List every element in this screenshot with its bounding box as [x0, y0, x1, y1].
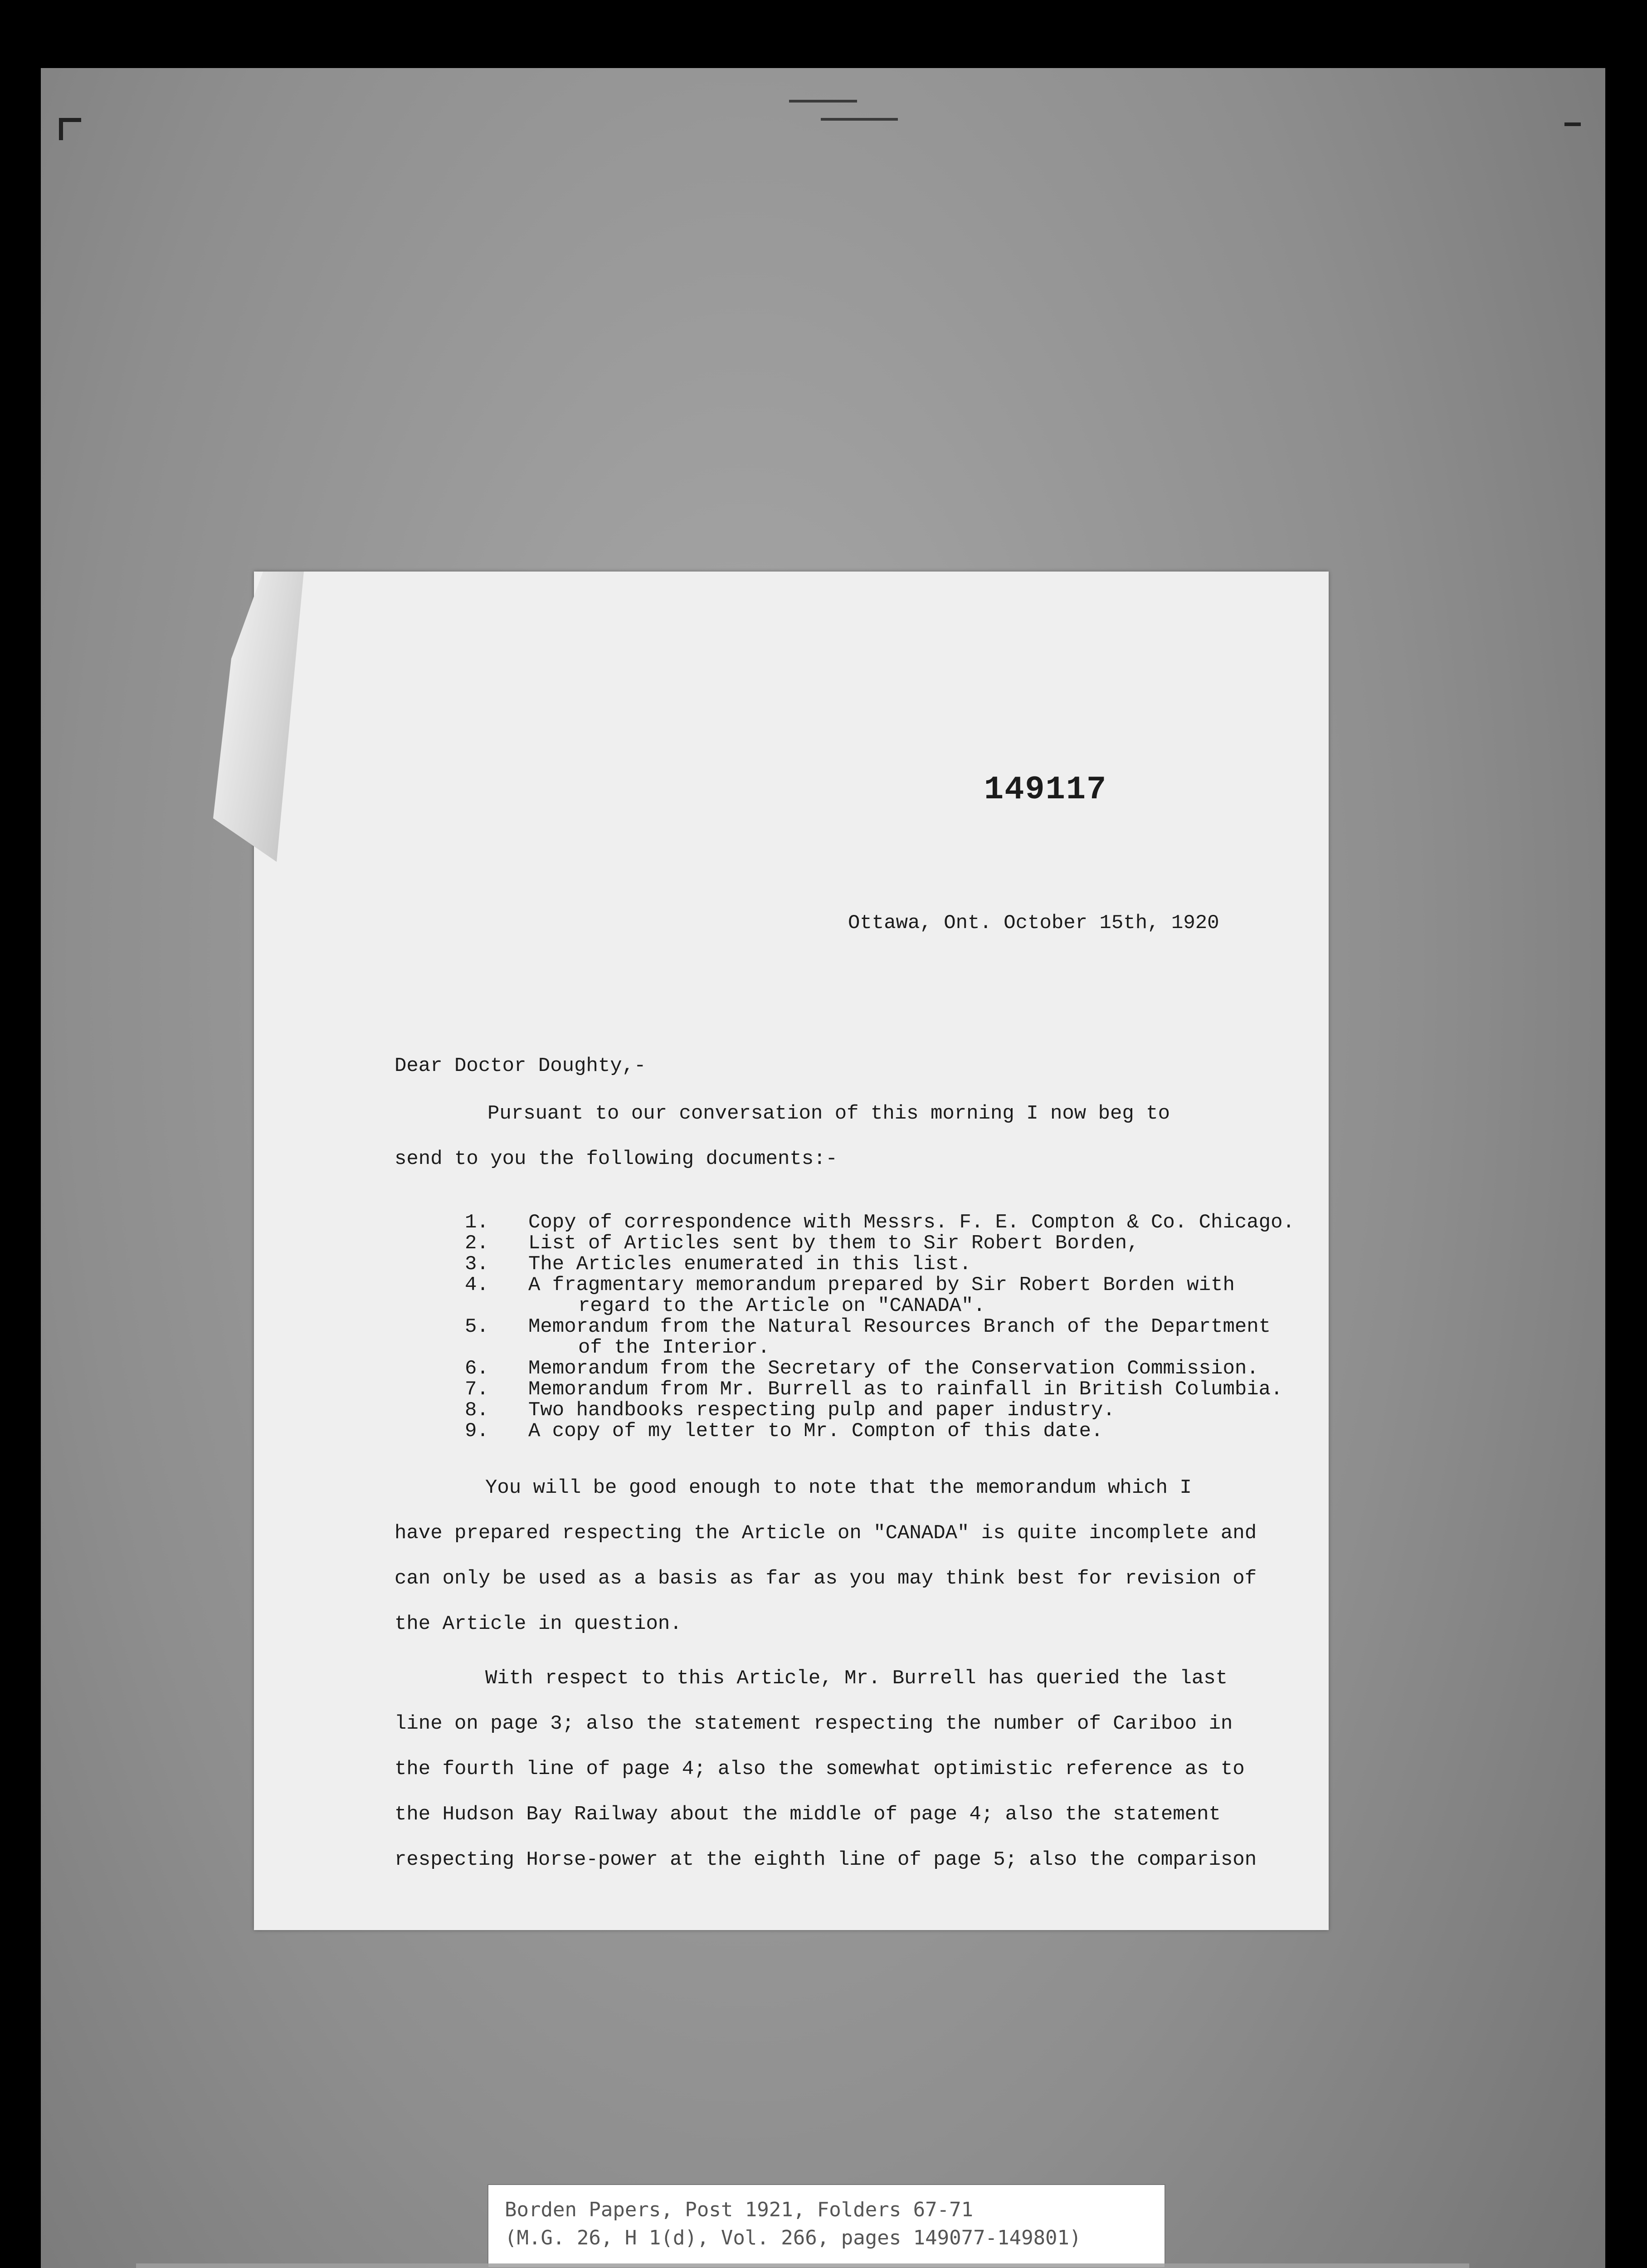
letter-date: Ottawa, Ont. October 15th, 1920	[848, 912, 1219, 934]
document-reference-number: 149117	[984, 771, 1107, 808]
citation-label	[487, 2184, 1165, 2268]
list-item-text: List of Articles sent by them to Sir Robert Borden,	[528, 1232, 1139, 1255]
list-item-number: 8.	[465, 1399, 489, 1422]
list-item-number: 1.	[465, 1211, 489, 1234]
list-item-number: 9.	[465, 1420, 489, 1442]
intro-line: Pursuant to our conversation of this morning I now beg to	[487, 1102, 1170, 1125]
body-line: You will be good enough to note that the memorandum which I	[485, 1476, 1192, 1499]
adhesive-tape	[136, 2263, 1469, 2268]
body-line: the fourth line of page 4; also the somewhat optimistic reference as to	[395, 1758, 1245, 1780]
citation-line: (M.G. 26, H 1(d), Vol. 266, pages 149077-149801)	[505, 2226, 1082, 2249]
list-item-text: regard to the Article on "CANADA".	[578, 1295, 985, 1317]
salutation: Dear Doctor Doughty,-	[395, 1055, 646, 1077]
list-item-number: 5.	[465, 1315, 489, 1338]
list-item-number: 6.	[465, 1357, 489, 1380]
list-item-number: 2.	[465, 1232, 489, 1255]
typed-letter-page	[254, 572, 1329, 1930]
list-item-text: Memorandum from the Natural Resources Branch of the Department	[528, 1315, 1271, 1338]
frame-scratch	[821, 118, 898, 121]
list-item-number: 3.	[465, 1253, 489, 1276]
list-item-text: A fragmentary memorandum prepared by Sir Robert Borden with	[528, 1274, 1235, 1296]
list-item-text: The Articles enumerated in this list.	[528, 1253, 971, 1276]
body-line: have prepared respecting the Article on "CANADA" is quite incomplete and	[395, 1522, 1257, 1545]
list-item-text: Two handbooks respecting pulp and paper industry.	[528, 1399, 1115, 1422]
body-line: the Hudson Bay Railway about the middle of page 4; also the statement	[395, 1803, 1221, 1826]
body-line: With respect to this Article, Mr. Burrell has queried the last	[485, 1667, 1228, 1690]
frame-edge-mark	[1564, 122, 1581, 126]
list-item-text: Memorandum from Mr. Burrell as to rainfall in British Columbia.	[528, 1378, 1283, 1401]
frame-scratch	[789, 100, 857, 103]
body-line: line on page 3; also the statement respecting the number of Cariboo in	[395, 1712, 1233, 1735]
body-line: can only be used as a basis as far as you may think best for revision of	[395, 1567, 1257, 1590]
list-item-text: Memorandum from the Secretary of the Conservation Commission.	[528, 1357, 1259, 1380]
list-item-text: Copy of correspondence with Messrs. F. E. Compton & Co. Chicago.	[528, 1211, 1295, 1234]
intro-line: send to you the following documents:-	[395, 1148, 838, 1170]
list-item-number: 4.	[465, 1274, 489, 1296]
frame-corner-mark	[59, 118, 81, 140]
list-item-text: A copy of my letter to Mr. Compton of this date.	[528, 1420, 1103, 1442]
body-line: respecting Horse-power at the eighth line of page 5; also the comparison	[395, 1848, 1257, 1871]
list-item-text: of the Interior.	[578, 1336, 770, 1359]
list-item-number: 7.	[465, 1378, 489, 1401]
citation-line: Borden Papers, Post 1921, Folders 67-71	[505, 2198, 974, 2221]
body-line: the Article in question.	[395, 1613, 682, 1635]
